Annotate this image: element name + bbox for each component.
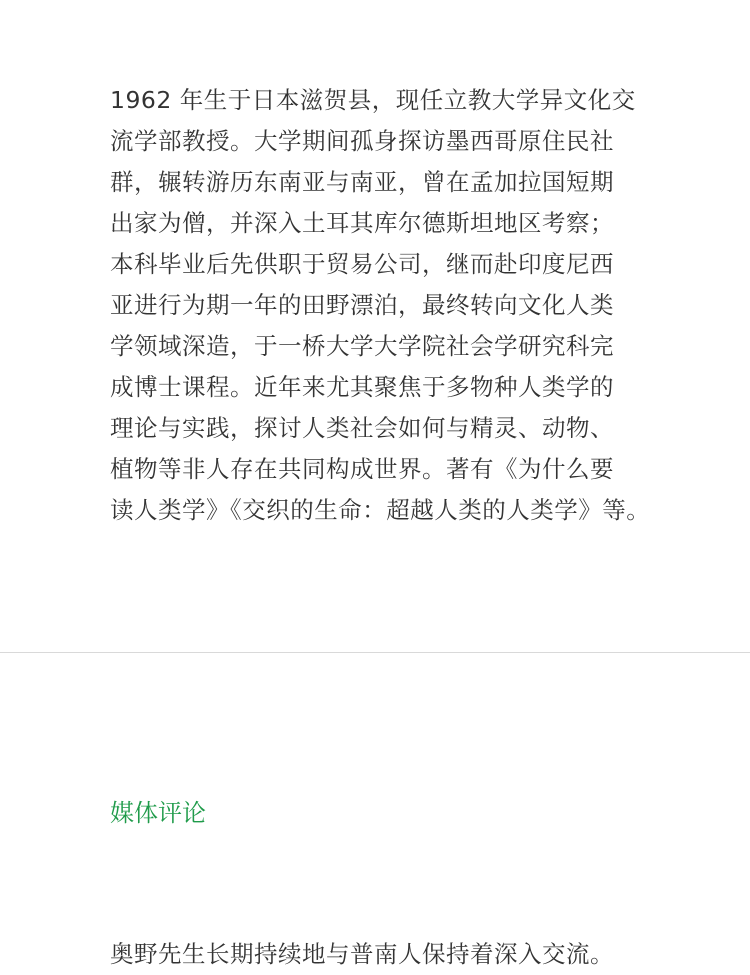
bio-line: 出家为僧，并深入土耳其库尔德斯坦地区考察；	[110, 209, 614, 237]
bio-line: 1962 年生于日本滋贺县，现任立教大学异文化交	[110, 86, 636, 114]
bio-line: 本科毕业后先供职于贸易公司，继而赴印度尼西	[110, 250, 614, 278]
bio-line: 理论与实践，探讨人类社会如何与精灵、动物、	[110, 414, 614, 442]
media-review-text: 奥野先生长期持续地与普南人保持着深入交流。	[110, 940, 614, 968]
media-review-title: 媒体评论	[110, 799, 206, 827]
bio-line: 群，辗转游历东南亚与南亚，曾在孟加拉国短期	[110, 168, 614, 196]
bio-line: 读人类学》《交织的生命：超越人类的人类学》等。	[110, 496, 651, 524]
bio-line: 流学部教授。大学期间孤身探访墨西哥原住民社	[110, 127, 614, 155]
section-divider	[0, 652, 750, 653]
bio-line: 成博士课程。近年来尤其聚焦于多物种人类学的	[110, 373, 614, 401]
author-bio	[110, 80, 651, 531]
bio-line: 学领域深造，于一桥大学大学院社会学研究科完	[110, 332, 614, 360]
bio-line: 亚进行为期一年的田野漂泊，最终转向文化人类	[110, 291, 614, 319]
bio-line: 植物等非人存在共同构成世界。著有《为什么要	[110, 455, 614, 483]
